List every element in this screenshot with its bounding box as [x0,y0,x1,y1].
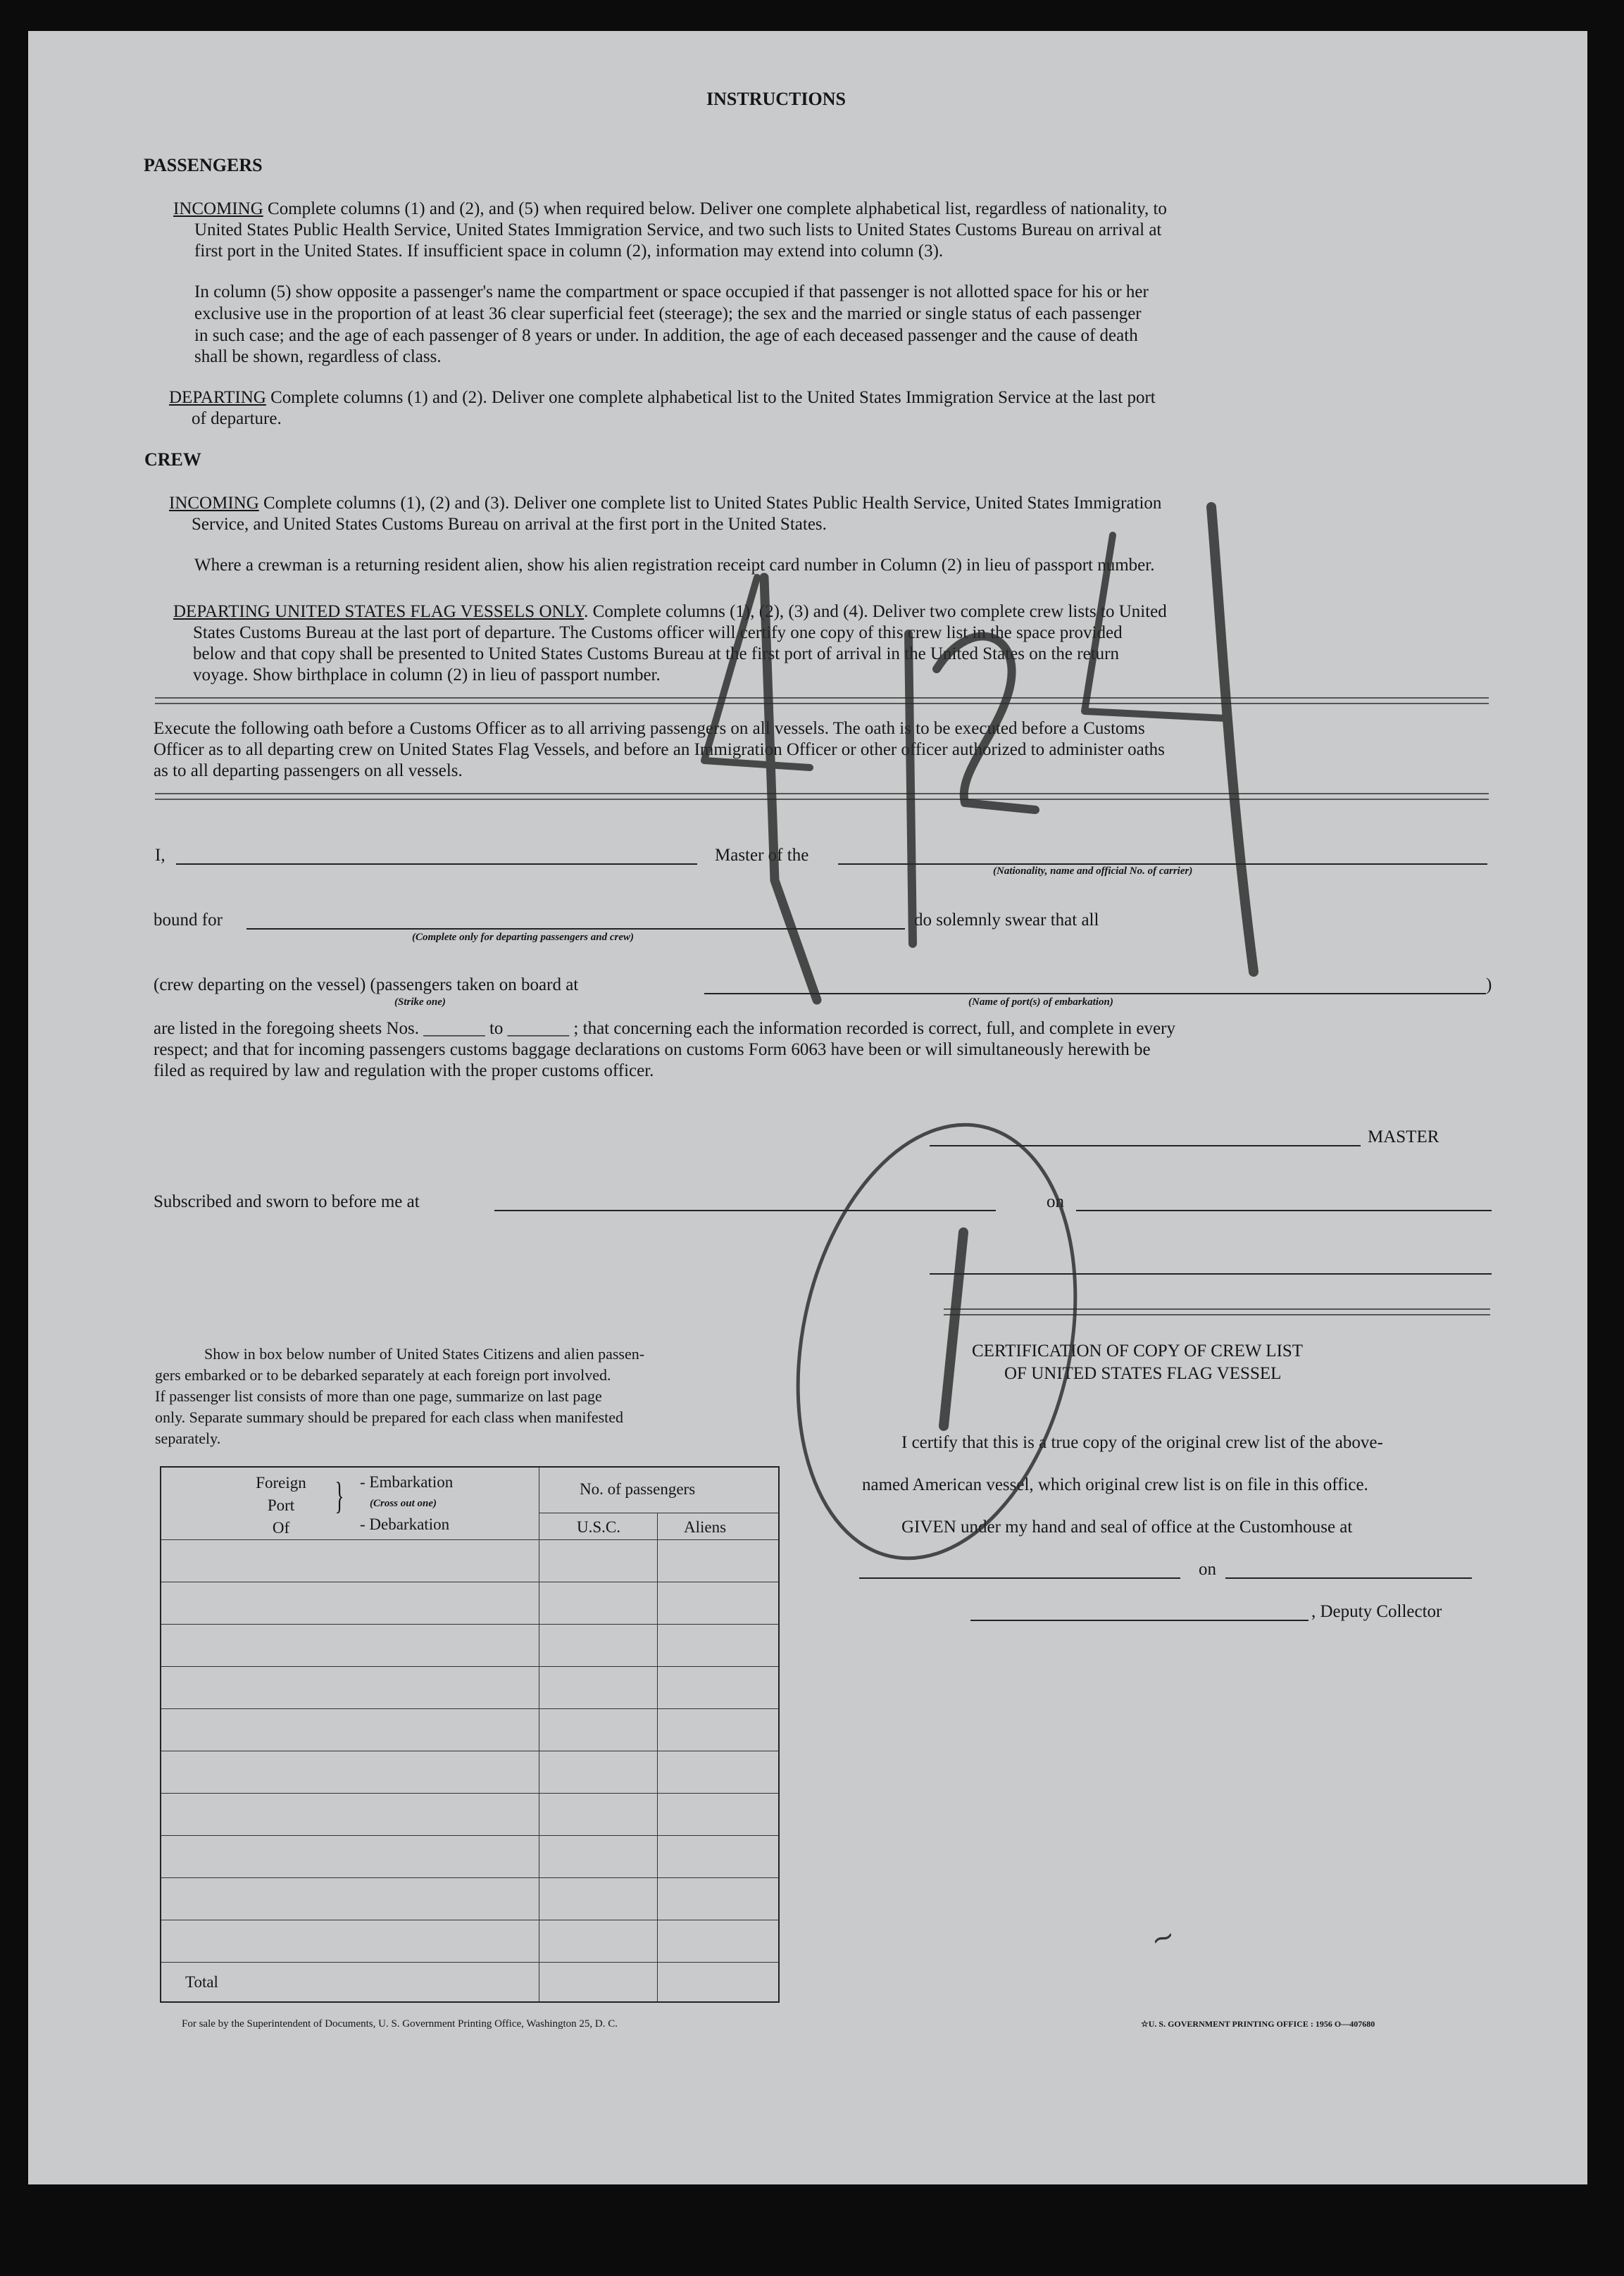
crew-incoming-label: INCOMING [169,494,259,513]
crew-incoming-line-1: INCOMING Complete columns (1), (2) and (3). Deliver one complete list to United States Public Health Service, United States Immigration [169,494,1162,513]
oath-line-2: Officer as to all departing crew on United States Flag Vessels, and before an Immigration Officer or other officer authorized to administer oaths [154,740,1165,759]
summary-line-3: If passenger list consists of more than one page, summarize on last page [155,1387,602,1405]
crew-flag-label: DEPARTING UNITED STATES FLAG VESSELS ONLY [173,602,585,621]
passengers-incoming-label: INCOMING [173,199,263,218]
crew-incoming-line-2: Service, and United States Customs Bureau on arrival at the first port in the United States. [192,515,827,534]
column5-line-3: in such case; and the age of each passenger of 8 years or under. In addition, the age of each deceased passenger and the cause of death [194,326,1138,345]
summary-line-1: Show in box below number of United States Citizens and alien passen- [204,1345,645,1363]
summary-line-5: separately. [155,1430,221,1447]
crew-heading: CREW [144,449,201,470]
crew-resident-line: Where a crewman is a returning resident alien, show his alien registration receipt card number in Column (2) in lieu of passport number. [194,556,1155,575]
strike-one-note: (Strike one) [394,996,446,1008]
passengers-heading: PASSENGERS [144,155,263,175]
column5-line-1: In column (5) show opposite a passenger's name the compartment or space occupied if that passenger is not allotted space for his or her [194,282,1149,301]
foreign-port-of-label: Foreign Port Of [256,1474,306,1537]
passengers-departing-line-1: DEPARTING Complete columns (1) and (2). Deliver one complete alphabetical list to the United States Immigration Service at the last port [169,388,1156,407]
sworn-on-label: on [1047,1192,1064,1211]
summary-line-2: gers embarked or to be debarked separately at each foreign port involved. [155,1366,611,1384]
crew-flag-line-1: DEPARTING UNITED STATES FLAG VESSELS ONLY. Complete columns (1), (2), (3) and (4). Deliver two complete crew lists to United [173,602,1167,621]
master-label: MASTER [1368,1127,1439,1146]
passengers-incoming-line-1: INCOMING Complete columns (1) and (2), and (5) when required below. Deliver one complete alphabetical list, regardless of nationality, to [173,199,1167,218]
crew-flag-line-2: States Customs Bureau at the last port of departure. The Customs officer will certify one copy of this crew list in the space provided [193,623,1123,642]
certify-line: I certify that this is a true copy of the original crew list of the above- [901,1433,1383,1452]
embarkation-label: - Embarkation [360,1473,454,1491]
master-of-the-label: Master of the [715,846,809,865]
cert-on-label: on [1199,1560,1216,1579]
oath-line-3: as to all departing passengers on all vessels. [154,761,463,780]
usc-header: U.S.C. [577,1518,620,1536]
passengers-incoming-line-3: first port in the United States. If insufficient space in column (2), information may extend into column (3). [194,242,944,261]
column5-line-2: exclusive use in the proportion of at least 36 clear superficial feet (steerage); the sex and the married or single status of each passenger [194,304,1142,323]
summary-line-4: only. Separate summary should be prepared for each class when manifested [155,1408,624,1426]
passengers-departing-line-2: of departure. [192,409,282,428]
given-line: GIVEN under my hand and seal of office at the Customhouse at [901,1518,1353,1537]
listed-line-2: respect; and that for incoming passengers customs baggage declarations on customs Form 6063 have been or will simultaneously herewith be [154,1040,1151,1059]
footer-left: For sale by the Superintendent of Documents, U. S. Government Printing Office, Washington 25, D. C. [182,2018,618,2030]
brace: } [335,1475,344,1517]
complete-only-note: (Complete only for departing passengers and crew) [412,932,634,943]
no-passengers-header: No. of passengers [580,1480,696,1498]
footer-right: ☆U. S. GOVERNMENT PRINTING OFFICE : 1956 O—407680 [1141,2019,1375,2029]
listed-line-3: filed as required by law and regulation with the proper customs officer. [154,1061,654,1080]
passengers-departing-label: DEPARTING [169,388,266,407]
page-title: INSTRUCTIONS [706,89,846,109]
aliens-header: Aliens [684,1518,727,1536]
pencil-scribble: ~ [1146,1918,1180,1958]
bound-for-label: bound for [154,911,223,930]
debarkation-label: - Debarkation [360,1515,450,1533]
subscribed-label: Subscribed and sworn to before me at [154,1192,420,1211]
solemnly-swear-label: do solemnly swear that all [914,911,1099,930]
cross-out-note: (Cross out one) [370,1498,437,1509]
deputy-collector-label: , Deputy Collector [1311,1602,1442,1621]
named-vessel-line: named American vessel, which original crew list is on file in this office. [862,1475,1368,1494]
listed-line-1: are listed in the foregoing sheets Nos. _______ to _______ ; that concerning each the information recorded is correct, full, and complete in every [154,1019,1175,1038]
i-label: I, [155,846,165,865]
crew-flag-line-4: voyage. Show birthplace in column (2) in lieu of passport number. [193,665,661,684]
crew-flag-line-3: below and that copy shall be presented to United States Customs Bureau at the first port of arrival in the United States on the return [193,644,1119,663]
oath-line-1: Execute the following oath before a Customs Officer as to all arriving passengers on all vessels. The oath is to be executed before a Customs [154,719,1145,738]
total-label: Total [185,1973,218,1991]
nationality-note: (Nationality, name and official No. of carrier) [993,865,1193,877]
close-paren: ) [1486,975,1492,994]
crew-departing-label: (crew departing on the vessel) (passengers taken on board at [154,975,579,994]
certification-heading-2: OF UNITED STATES FLAG VESSEL [1004,1364,1282,1383]
column5-line-4: shall be shown, regardless of class. [194,347,442,366]
passengers-incoming-line-2: United States Public Health Service, United States Immigration Service, and two such lists to United States Customs Bureau on arrival at [194,220,1162,239]
certification-heading-1: CERTIFICATION OF COPY OF CREW LIST [972,1342,1304,1361]
ports-note: (Name of port(s) of embarkation) [968,996,1113,1008]
